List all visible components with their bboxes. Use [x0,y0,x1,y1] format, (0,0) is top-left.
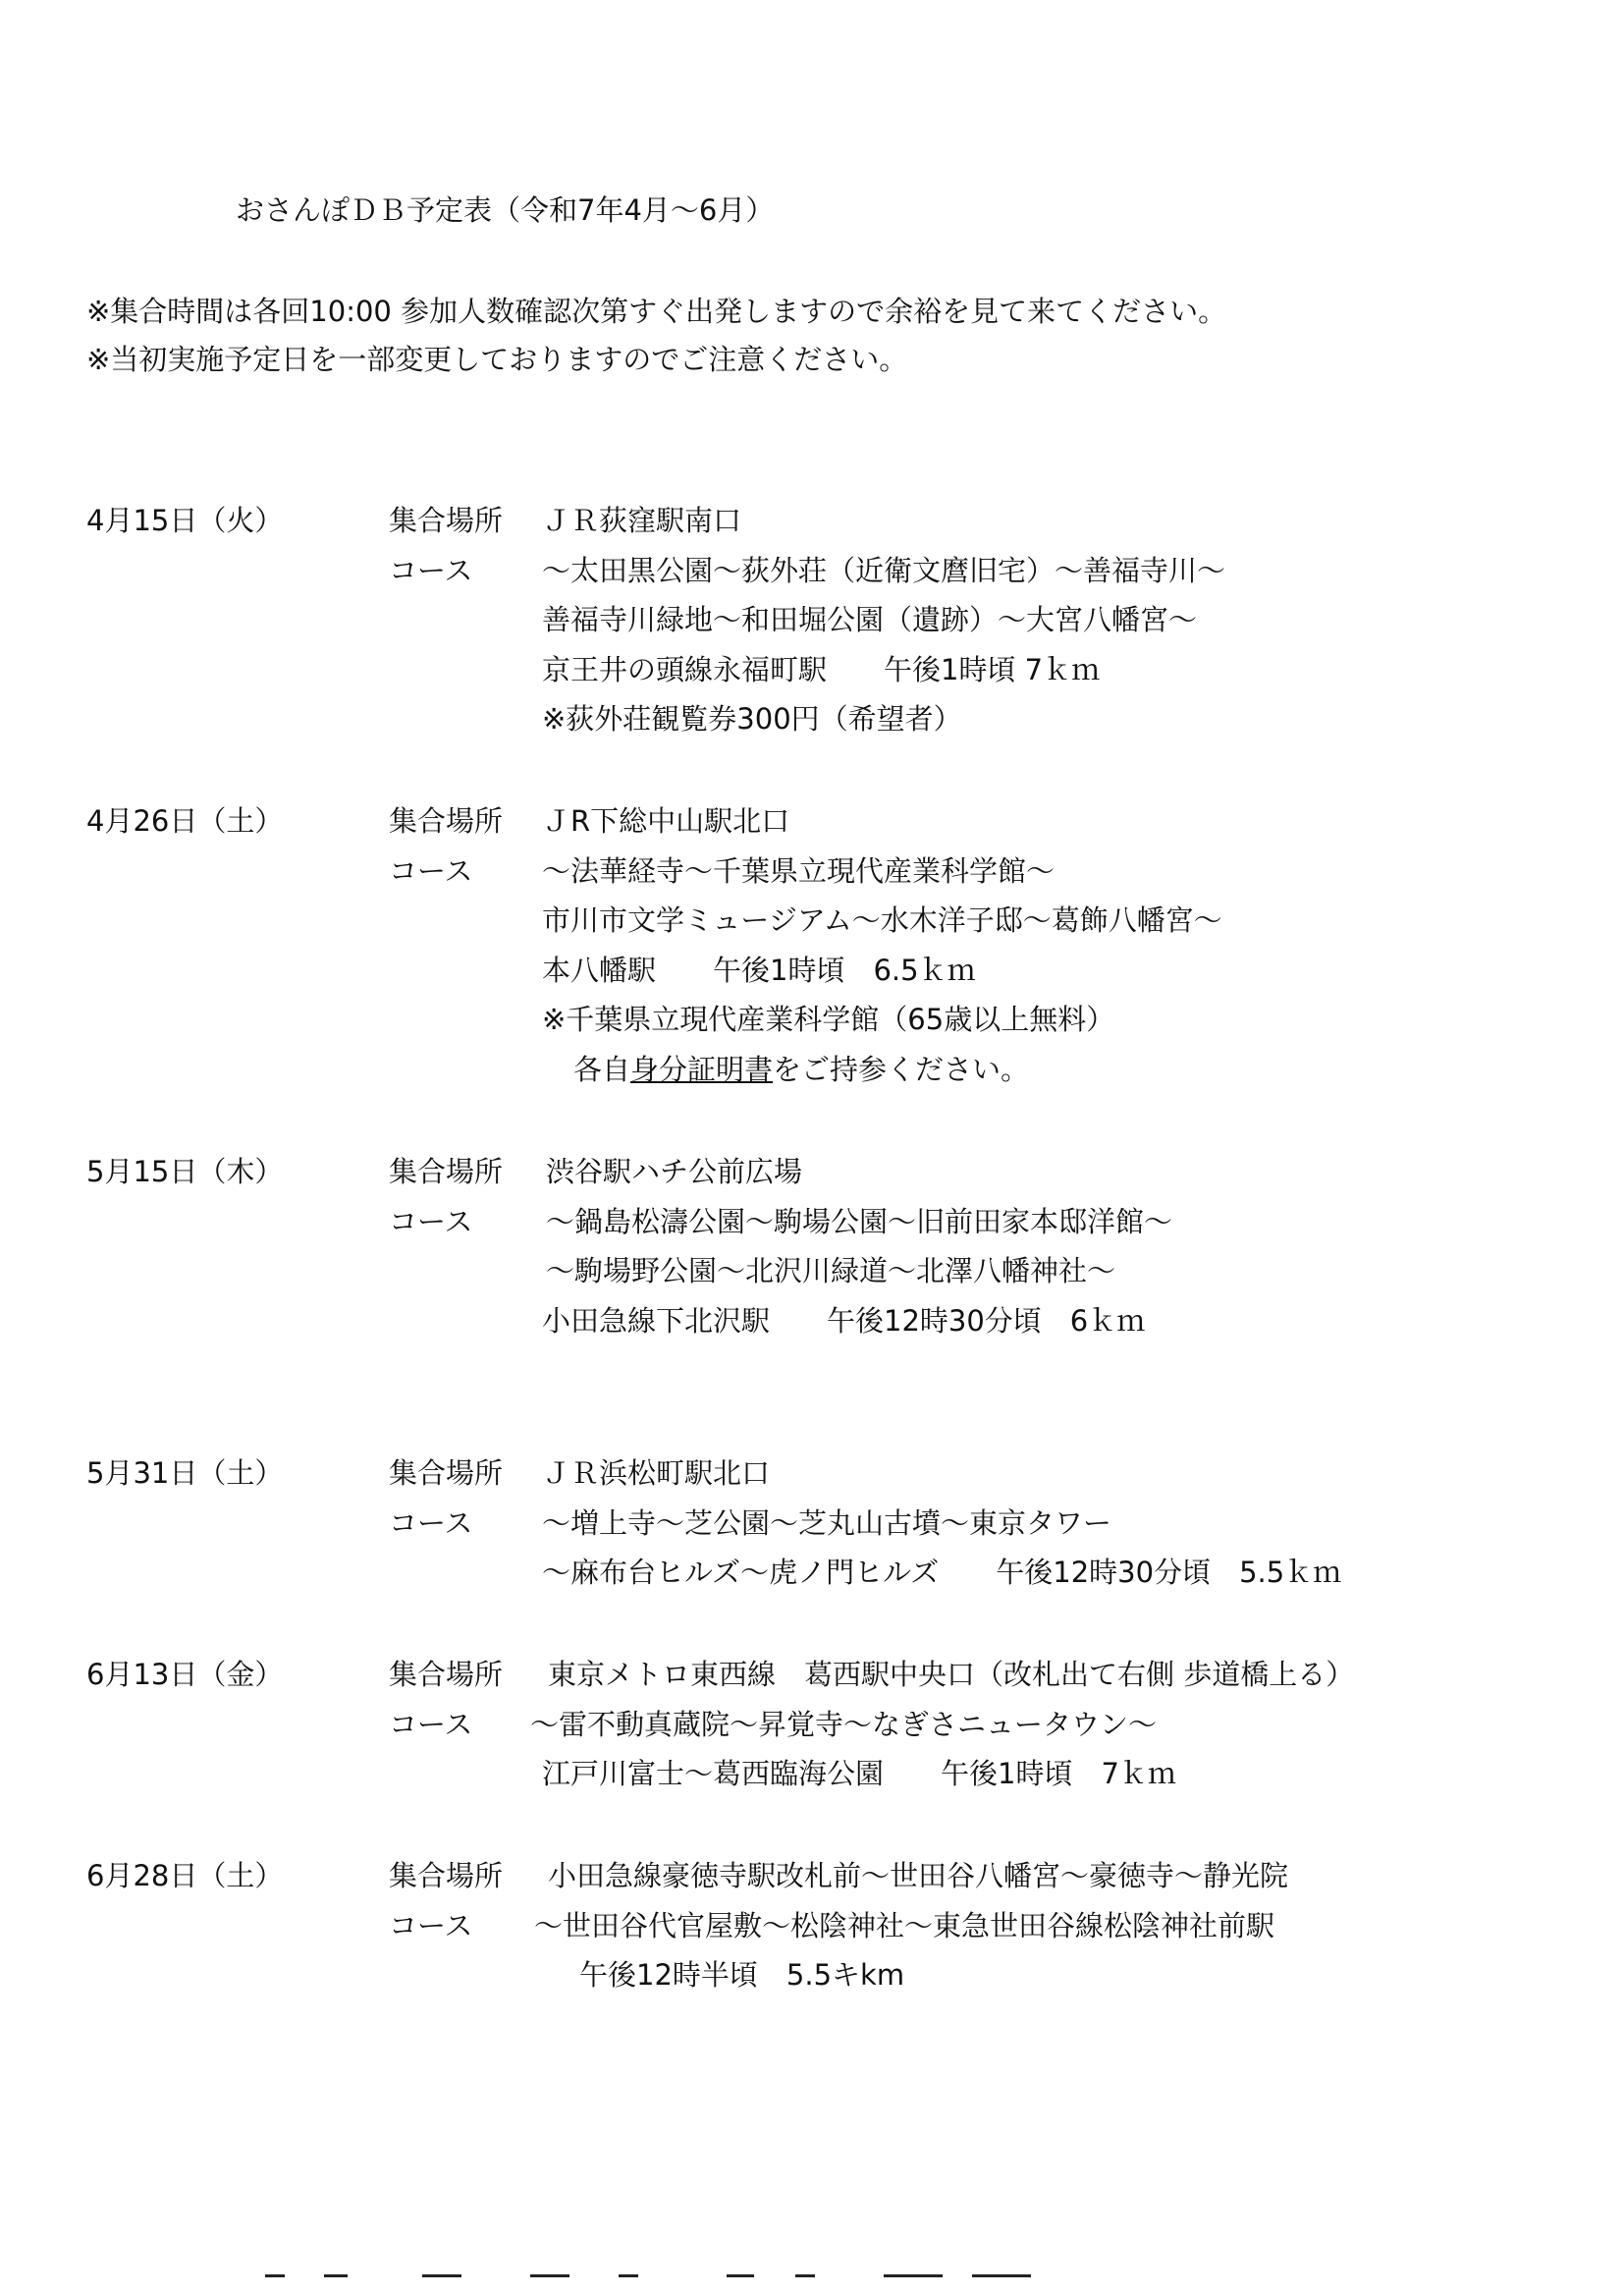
entry-date: 6月28日（土） [86,1859,284,1892]
course-line: 〜雷不動真蔵院〜昇覚寺〜なぎさニュータウン〜 [530,1708,1158,1741]
meeting-place: ＪR下総中山駅北口 [542,804,790,838]
course-note: ※荻外荘観覧券300円（希望者） [542,702,962,736]
meeting-place: ＪＲ浜松町駅北口 [542,1456,771,1490]
course-line: 小田急線下北沢駅 午後12時30分頃 6ｋｍ [542,1304,1146,1338]
entry-date: 5月31日（土） [86,1456,284,1490]
course-label: コース [389,1708,473,1741]
course-label: コース [389,1506,473,1540]
course-line: 江戸川富士〜葛西臨海公園 午後1時頃 7ｋｍ [542,1757,1176,1790]
meeting-place: 小田急線豪徳寺駅改札前〜世田谷八幡宮〜豪徳寺〜静光院 [548,1859,1289,1892]
note-schedule-change: ※当初実施予定日を一部変更しておりますのでご注意ください。 [86,343,908,376]
course-line: 善福寺川緑地〜和田堀公園（遺跡）〜大宮八幡宮〜 [542,603,1198,636]
meeting-label: 集合場所 [389,804,504,838]
meeting-place: 東京メトロ東西線 葛西駅中央口（改札出て右側 歩道橋上る） [548,1658,1355,1691]
course-line: 午後12時半頃 5.5キkm [579,1958,905,1992]
entry-date: 6月13日（金） [86,1658,284,1691]
course-line: 〜法華経寺〜千葉県立現代産業科学館〜 [542,854,1056,888]
id-card-note [573,1048,1029,1088]
meeting-label: 集合場所 [389,1658,504,1691]
course-line: 市川市文学ミュージアム〜水木洋子邸〜葛飾八幡宮〜 [542,903,1222,937]
course-line: 〜麻布台ヒルズ〜虎ノ門ヒルズ 午後12時30分頃 5.5ｋｍ [542,1556,1342,1589]
course-line: 〜駒場野公園〜北沢川緑道〜北澤八幡神社〜 [546,1254,1116,1287]
meeting-place: 渋谷駅ハチ公前広場 [546,1155,803,1188]
entry-date: 4月15日（火） [86,504,284,537]
meeting-label: 集合場所 [389,1456,504,1490]
course-line: 〜太田黒公園〜荻外荘（近衛文麿旧宅）〜善福寺川〜 [542,554,1226,587]
id-card-emphasis: 身分証明書 [630,1053,774,1086]
id-card-note-post: をご持参ください。 [773,1053,1030,1086]
course-label: コース [389,1205,473,1238]
entry-date: 5月15日（木） [86,1155,284,1188]
course-line: 〜増上寺〜芝公園〜芝丸山古墳〜東京タワー [542,1506,1112,1540]
course-line: 京王井の頭線永福町駅 午後1時頃 7ｋｍ [542,653,1101,686]
entry-date: 4月26日（土） [86,804,284,838]
meeting-label: 集合場所 [389,504,504,537]
meeting-label: 集合場所 [389,1859,504,1892]
course-line: 本八幡駅 午後1時頃 6.5ｋｍ [542,954,976,987]
id-card-note-pre: 各自 [573,1053,631,1086]
course-line: 〜鍋島松濤公園〜駒場公園〜旧前田家本邸洋館〜 [546,1205,1173,1238]
meeting-label: 集合場所 [389,1155,504,1188]
meeting-place: ＪＲ荻窪駅南口 [542,504,742,537]
course-note: ※千葉県立現代産業科学館（65歳以上無料） [542,1003,1115,1036]
course-label: コース [389,1909,473,1942]
course-label: コース [389,554,473,587]
course-line: 〜世田谷代官屋敷〜松陰神社〜東急世田谷線松陰神社前駅 [534,1909,1275,1942]
note-gathering-time: ※集合時間は各回10:00 参加人数確認次第すぐ出発しますので余裕を見て来てください。 [86,295,1227,328]
course-label: コース [389,854,473,888]
scan-artifact-dashes [265,2274,1247,2278]
page-title: おさんぽＤＢ予定表（令和7年4月〜6月） [236,193,775,227]
